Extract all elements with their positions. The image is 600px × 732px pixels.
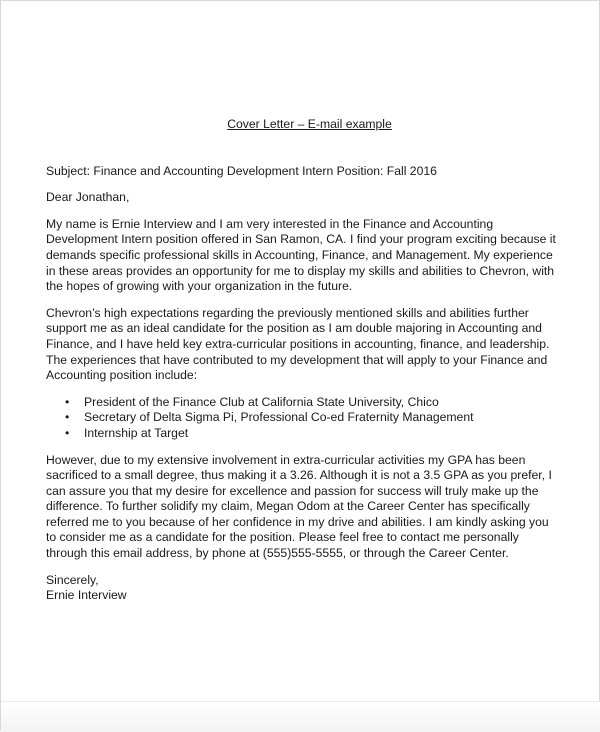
letter-signature: Ernie Interview [46, 588, 127, 603]
paragraph-line: in these areas provides an opportunity for me to display my skills and abilities to Chevron, with [46, 263, 555, 278]
letter-salutation: Dear Jonathan, [46, 190, 130, 205]
paragraph-intro [46, 217, 561, 295]
page-bottom-edge [1, 701, 600, 732]
paragraph-qualifications [46, 306, 561, 384]
experience-list [46, 395, 561, 442]
list-item-text: Secretary of Delta Sigma Pi, Professional Co-ed Fraternity Management [84, 410, 474, 425]
paragraph-line: Accounting position include: [46, 368, 198, 383]
list-item-text: President of the Finance Club at California State University, Chico [84, 394, 439, 409]
paragraph-line: can assure you that my desire for excellence and passion for success will truly make up the [46, 483, 539, 498]
paragraph-line: to consider me as a candidate for the position. Please feel free to contact me personally [46, 530, 519, 545]
paragraph-line: difference. To further solidify my claim, Megan Odom at the Career Center has specifically [46, 499, 530, 514]
list-item-text: Internship at Target [84, 425, 189, 440]
letter-closing: Sincerely, [46, 572, 99, 587]
paragraph-line: Finance, and I have held key extra-curricular positions in accounting, finance, and leadership. [46, 336, 550, 351]
bullet-icon: • [65, 425, 70, 440]
paragraph-line: Development Intern position offered in San Ramon, CA. I find your program exciting because it [46, 232, 556, 247]
paragraph-line: demands specific professional skills in Accounting, Finance, and Management. My experience [46, 247, 553, 262]
list-item [46, 426, 561, 442]
paragraph-gpa [46, 453, 561, 562]
paragraph-line: Chevron’s high expectations regarding the previously mentioned skills and abilities further [46, 305, 529, 320]
paragraph-line: through this email address, by phone at (555)555-5555, or through the Career Center. [46, 546, 509, 561]
letter-body [46, 117, 561, 604]
paragraph-line: the hopes of growing with your organization in the future. [46, 279, 353, 294]
bullet-icon: • [65, 394, 70, 409]
letter-title: Cover Letter – E-mail example [227, 117, 392, 131]
paragraph-line: referred me to you because of her confidence in my drive and abilities. I am kindly asking you [46, 514, 549, 529]
paragraph-line: My name is Ernie Interview and I am very interested in the Finance and Accounting [46, 216, 494, 231]
list-item [46, 410, 561, 426]
paragraph-line: sacrificed to a small degree, thus making it a 3.26. Although it is not a 3.5 GPA as you prefer, I [46, 468, 552, 483]
paragraph-line: The experiences that have contributed to my development that will apply to your Finance and [46, 352, 548, 367]
bullet-icon: • [65, 410, 70, 425]
list-item [46, 395, 561, 411]
letter-subject: Subject: Finance and Accounting Development Intern Position: Fall 2016 [46, 163, 437, 178]
paragraph-line: support me as an ideal candidate for the position as I am double majoring in Accounting and [46, 321, 542, 336]
paragraph-line: However, due to my extensive involvement in extra-curricular activities my GPA has been [46, 452, 526, 467]
letter-closing-block [46, 573, 561, 604]
